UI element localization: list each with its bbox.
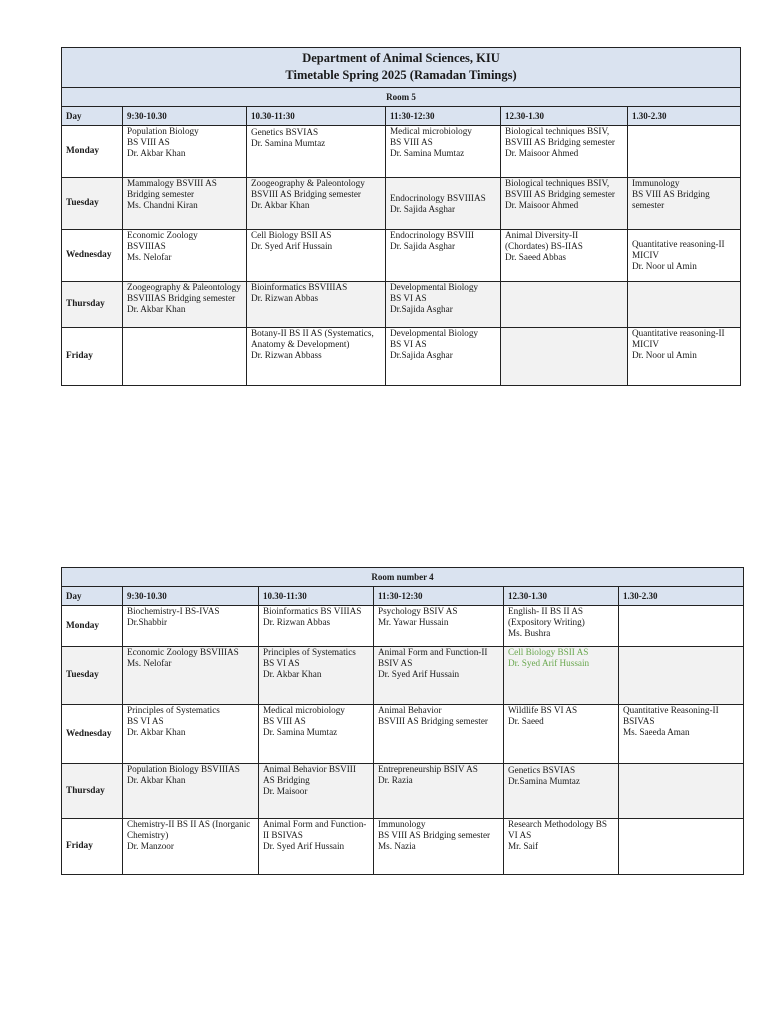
timetable-room-5 <box>61 47 741 386</box>
day-label: Monday <box>62 126 123 178</box>
title-block <box>62 48 741 88</box>
col-header-slot-4: 12.30-1.30 <box>504 587 619 606</box>
class-cell: Cell Biology BSII AS Dr. Syed Arif Hussain <box>247 230 386 282</box>
class-cell: Population Biology BSVIIIAS Dr. Akbar Khan <box>123 764 259 819</box>
class-cell: Immunology BS VIII AS Bridging semester Ms. Nazia <box>374 819 504 875</box>
col-header-slot-3: 11:30-12:30 <box>374 587 504 606</box>
class-cell: Zoogeography & Paleontology BSVIIIAS Bridging semester Dr. Akbar Khan <box>123 282 247 328</box>
class-cell: Principles of Systematics BS VI AS Dr. Akbar Khan <box>123 705 259 764</box>
class-cell: Biological techniques BSIV, BSVIII AS Bridging semester Dr. Maisoor Ahmed <box>501 178 628 230</box>
class-cell: Biological techniques BSIV, BSVIII AS Bridging semester Dr. Maisoor Ahmed <box>501 126 628 178</box>
row-tuesday <box>62 647 744 705</box>
class-cell: Zoogeography & Paleontology BSVIII AS Bridging semester Dr. Akbar Khan <box>247 178 386 230</box>
row-friday <box>62 328 741 386</box>
column-header-row <box>62 587 744 606</box>
class-cell: Quantitative reasoning-II MICIV Dr. Noor ul Amin <box>628 328 741 386</box>
col-header-slot-2: 10.30-11:30 <box>259 587 374 606</box>
class-cell: Genetics BSVIAS Dr. Samina Mumtaz <box>247 126 386 178</box>
timetable-room-4 <box>61 567 744 875</box>
row-thursday <box>62 764 744 819</box>
class-cell: Chemistry-II BS II AS (Inorganic Chemistry) Dr. Manzoor <box>123 819 259 875</box>
class-cell: Economic Zoology BSVIIIAS Ms. Nelofar <box>123 230 247 282</box>
col-header-slot-5: 1.30-2.30 <box>628 107 741 126</box>
class-cell: Animal Form and Function-II BSIV AS Dr. Syed Arif Hussain <box>374 647 504 705</box>
class-cell-highlighted: Cell Biology BSII AS Dr. Syed Arif Hussain <box>504 647 619 705</box>
column-header-row <box>62 107 741 126</box>
day-label: Monday <box>62 606 123 647</box>
row-monday <box>62 126 741 178</box>
class-cell: Medical microbiology BS VIII AS Dr. Samina Mumtaz <box>386 126 501 178</box>
row-wednesday <box>62 705 744 764</box>
class-cell: Quantitative reasoning-II MICIV Dr. Noor ul Amin <box>628 230 741 282</box>
day-label: Wednesday <box>62 230 123 282</box>
class-cell: Population Biology BS VIII AS Dr. Akbar Khan <box>123 126 247 178</box>
col-header-slot-3: 11:30-12:30 <box>386 107 501 126</box>
class-cell: Research Methodology BS VI AS Mr. Saif <box>504 819 619 875</box>
col-header-slot-1: 9:30-10.30 <box>123 107 247 126</box>
row-friday <box>62 819 744 875</box>
class-cell: Bioinformatics BSVIIIAS Dr. Rizwan Abbas <box>247 282 386 328</box>
day-label: Tuesday <box>62 647 123 705</box>
class-cell: Endocrinology BSVIII Dr. Sajida Asghar <box>386 230 501 282</box>
col-header-slot-1: 9:30-10.30 <box>123 587 259 606</box>
page-title: Department of Animal Sciences, KIU <box>302 51 500 65</box>
day-label: Thursday <box>62 282 123 328</box>
class-cell: Animal Behavior BSVIII AS Bridging semester <box>374 705 504 764</box>
class-cell: Animal Behavior BSVIII AS Bridging Dr. Maisoor <box>259 764 374 819</box>
day-label: Friday <box>62 819 123 875</box>
col-header-day: Day <box>62 587 123 606</box>
class-cell: Wildlife BS VI AS Dr. Saeed <box>504 705 619 764</box>
class-cell: Biochemistry-I BS-IVAS Dr.Shabbir <box>123 606 259 647</box>
class-cell-empty <box>123 328 247 386</box>
col-header-day: Day <box>62 107 123 126</box>
day-label: Wednesday <box>62 705 123 764</box>
class-cell: Economic Zoology BSVIIIAS Ms. Nelofar <box>123 647 259 705</box>
class-cell-empty <box>619 764 744 819</box>
row-thursday <box>62 282 741 328</box>
class-cell-empty <box>619 647 744 705</box>
class-cell-empty <box>501 282 628 328</box>
day-label: Thursday <box>62 764 123 819</box>
row-tuesday <box>62 178 741 230</box>
class-cell: Entrepreneurship BSIV AS Dr. Razia <box>374 764 504 819</box>
day-label: Friday <box>62 328 123 386</box>
class-cell: English- II BS II AS (Expository Writing) Ms. Bushra <box>504 606 619 647</box>
class-cell: Genetics BSVIAS Dr.Samina Mumtaz <box>504 764 619 819</box>
row-wednesday <box>62 230 741 282</box>
room-label: Room 5 <box>62 88 741 107</box>
class-cell: Principles of Systematics BS VI AS Dr. Akbar Khan <box>259 647 374 705</box>
class-cell: Animal Diversity-II (Chordates) BS-IIAS Dr. Saeed Abbas <box>501 230 628 282</box>
class-cell-empty <box>628 126 741 178</box>
class-cell: Bioinformatics BS VIIIAS Dr. Rizwan Abbas <box>259 606 374 647</box>
class-cell: Endocrinology BSVIIIAS Dr. Sajida Asghar <box>386 178 501 230</box>
class-cell: Immunology BS VIII AS Bridging semester <box>628 178 741 230</box>
class-cell: Animal Form and Function- II BSIVAS Dr. Syed Arif Hussain <box>259 819 374 875</box>
day-label: Tuesday <box>62 178 123 230</box>
page-subtitle: Timetable Spring 2025 (Ramadan Timings) <box>285 68 517 82</box>
class-cell-empty <box>619 819 744 875</box>
class-cell: Mammalogy BSVIII AS Bridging semester Ms. Chandni Kiran <box>123 178 247 230</box>
room-label: Room number 4 <box>62 568 744 587</box>
class-cell: Botany-II BS II AS (Systematics, Anatomy & Development) Dr. Rizwan Abbass <box>247 328 386 386</box>
class-cell: Developmental Biology BS VI AS Dr.Sajida Asghar <box>386 328 501 386</box>
class-cell: Medical microbiology BS VIII AS Dr. Samina Mumtaz <box>259 705 374 764</box>
col-header-slot-4: 12.30-1.30 <box>501 107 628 126</box>
class-cell: Psychology BSIV AS Mr. Yawar Hussain <box>374 606 504 647</box>
class-cell: Developmental Biology BS VI AS Dr.Sajida Asghar <box>386 282 501 328</box>
class-cell-empty <box>501 328 628 386</box>
class-cell: Quantitative Reasoning-II BSIVAS Ms. Saeeda Aman <box>619 705 744 764</box>
col-header-slot-2: 10.30-11:30 <box>247 107 386 126</box>
row-monday <box>62 606 744 647</box>
col-header-slot-5: 1.30-2.30 <box>619 587 744 606</box>
class-cell-empty <box>619 606 744 647</box>
class-cell-empty <box>628 282 741 328</box>
